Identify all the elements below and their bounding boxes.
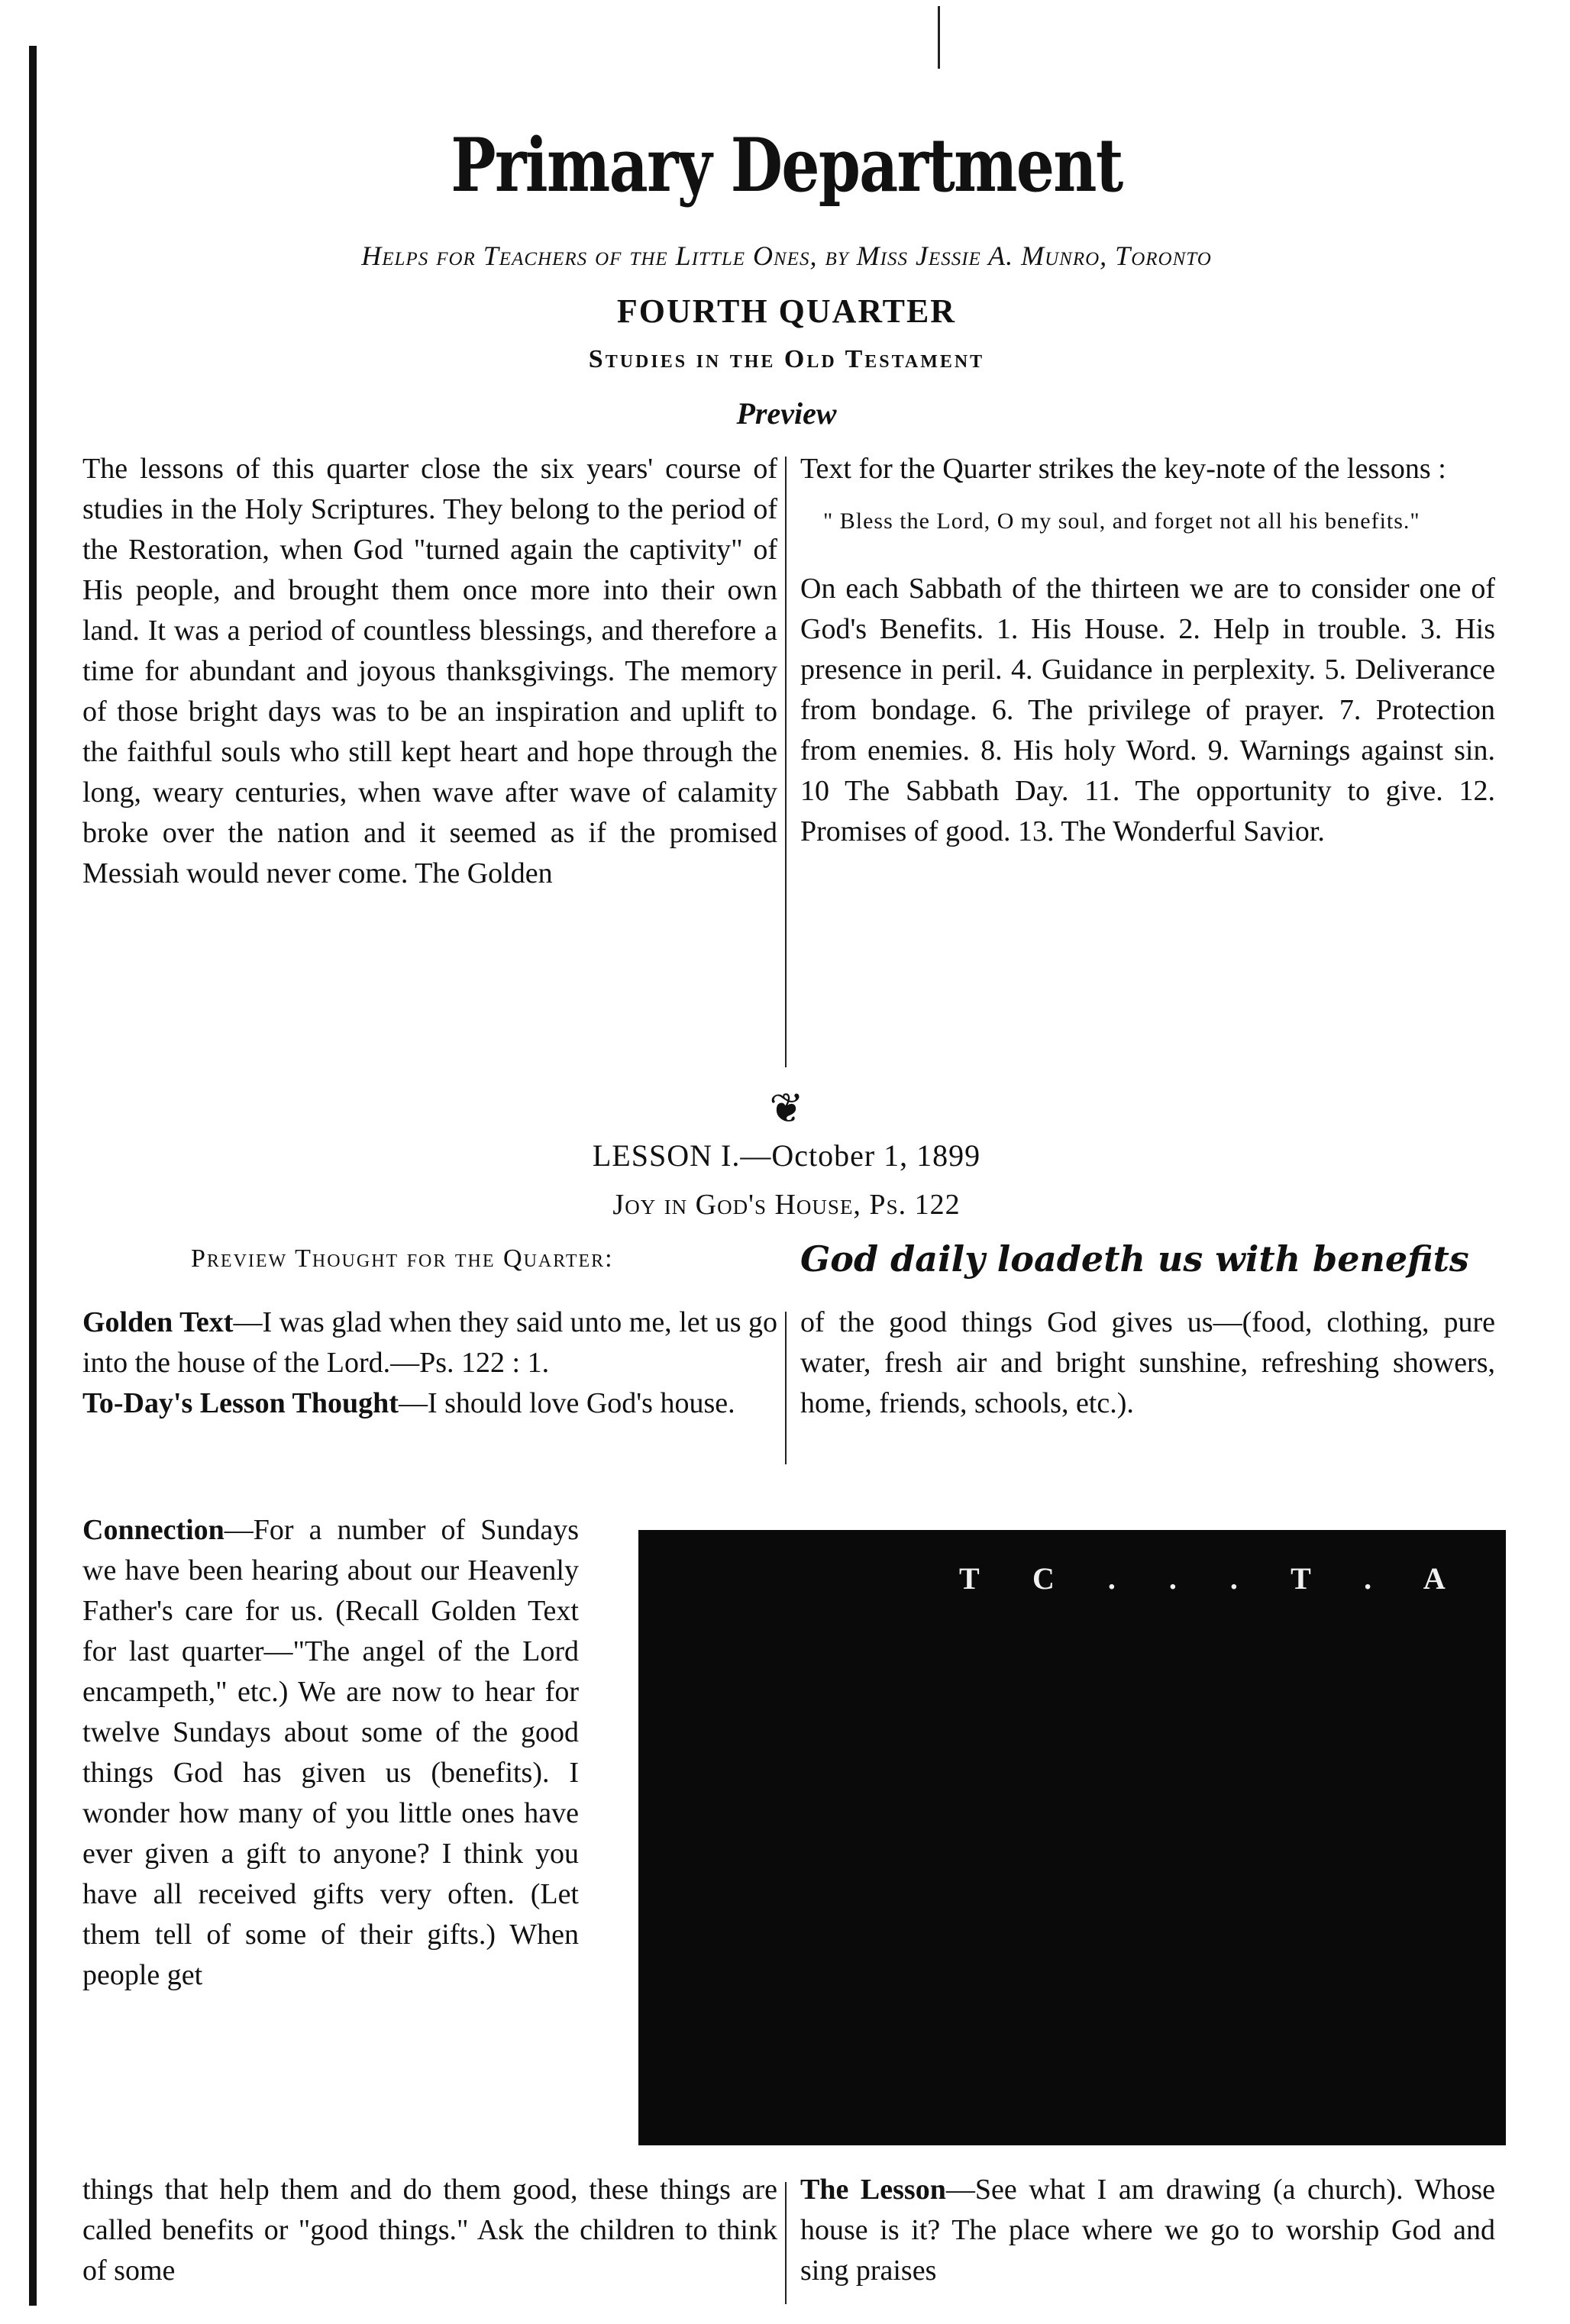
benefits-text: things that help them and do them good, these things are called benefits or "good things." Ask the children to think of some	[82, 2174, 777, 2287]
the-lesson-body: —See what I am drawing (a church). Whose house is it? The place where we go to worship God and sing praises	[800, 2174, 1495, 2287]
left-margin-rule	[29, 46, 37, 2306]
lesson-left-column	[82, 1302, 777, 1424]
column-divider	[785, 457, 787, 1067]
lesson-heading: LESSON I.—October 1, 1899	[592, 1138, 981, 1173]
illustration-caption: T C . . . T . A	[959, 1561, 1468, 1596]
lesson-thought	[82, 1383, 777, 1424]
ink-mark	[938, 6, 940, 69]
byline: Helps for Teachers of the Little Ones, by Miss Jessie A. Munro, Toronto	[361, 240, 1212, 271]
lesson-subheading: Joy in God's House, Ps. 122	[612, 1189, 961, 1221]
preview-thought-label: Preview Thought for the Quarter:	[191, 1244, 614, 1273]
column-divider	[785, 2182, 787, 2304]
the-lesson-label: The Lesson	[800, 2174, 946, 2206]
golden-text-label: Golden Text	[82, 1306, 234, 1338]
preview-right-intro: Text for the Quarter strikes the key-note of the lessons :	[800, 453, 1446, 485]
connection-text	[82, 1510, 579, 1996]
bottom-left-column	[82, 2170, 777, 2291]
preview-right-text: On each Sabbath of the thirteen we are to consider one of God's Benefits. 1. His House. 2. Help in trouble. 3. His presence in peril. 4. Guidance in perplexity. 5. Deliverance from bondage. 6. The privilege of prayer. 7. Protection from enemies. 8. His holy Word. 9. Warnings against sin. 10 The Sabbath Day. 11. The opportunity to give. 12. Promises of good. 13. The Wonderful Savior.	[800, 573, 1495, 847]
preview-left-text: The lessons of this quarter close the six years' course of studies in the Holy Scriptures. They belong to the period of the Restoration, when God "turned again the captivity" of His people, and brought them once more into their own land. It was a period of countless blessings, and therefore a time for abundant and joyous thanksgivings. The memory of those bright days was to be an inspiration and uplift to the faithful souls who still kept heart and hope through the long, weary centuries, when wave after wave of calamity broke over the nation and it seemed as if the promised Messiah would never come. The Golden	[82, 453, 777, 889]
lesson-right-column	[800, 1302, 1495, 1424]
lesson-thought-label: To-Day's Lesson Thought	[82, 1387, 399, 1419]
quarter-heading: FOURTH QUARTER	[616, 292, 957, 330]
preview-thought-value: God daily loadeth us with benefits	[800, 1238, 1469, 1280]
golden-text	[82, 1302, 777, 1383]
column-divider	[785, 1312, 787, 1464]
preview-heading: Preview	[736, 396, 837, 431]
the-lesson-text	[800, 2170, 1495, 2291]
illustration-image	[638, 1530, 1506, 2145]
connection-label: Connection	[82, 1514, 225, 1546]
preview-right-column	[800, 449, 1495, 852]
studies-heading: Studies in the Old Testament	[588, 345, 985, 373]
preview-quote: " Bless the Lord, O my soul, and forget not all his benefits."	[823, 508, 1420, 534]
page-title: Primary Department	[451, 122, 1123, 208]
lesson-thought-body: —I should love God's house.	[398, 1387, 735, 1419]
connection-body: —For a number of Sundays we have been hearing about our Heavenly Father's care for us. (Recall Golden Text for last quarter—"The angel of the Lord encampeth," etc.) We are now to hear for twelve Sundays about some of the good things God has given us (benefits). I wonder how many of you little ones have ever given a gift to anyone? I think you have all received gifts very often. (Let them tell of some of their gifts.) When people get	[82, 1514, 579, 1991]
ornament-icon: ❦	[769, 1086, 804, 1131]
good-things-list: of the good things God gives us—(food, clothing, pure water, fresh air and bright sunshine, refreshing showers, home, friends, schools, etc.).	[800, 1306, 1495, 1419]
preview-left-column	[82, 449, 777, 894]
bottom-right-column	[800, 2170, 1495, 2291]
connection-column	[82, 1510, 579, 1996]
golden-text-body: —I was glad when they said unto me, let us go into the house of the Lord.—Ps. 122 : 1.	[82, 1306, 777, 1379]
